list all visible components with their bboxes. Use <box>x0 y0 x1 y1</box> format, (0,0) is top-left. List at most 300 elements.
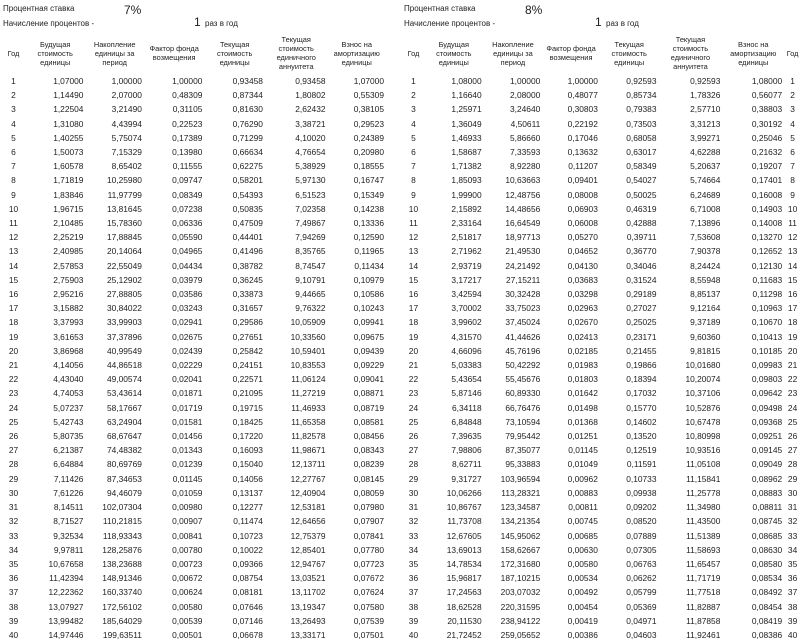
year-cell: 20 <box>787 345 798 356</box>
value-cell: 11,58693 <box>686 544 721 555</box>
value-cell: 0,09675 <box>353 331 384 342</box>
table-row <box>2 415 386 429</box>
value-cell: 74,48382 <box>106 445 142 456</box>
value-cell: 7,39635 <box>451 431 482 442</box>
value-cell: 0,08962 <box>751 473 783 484</box>
value-cell: 0,05590 <box>172 232 203 243</box>
year-cell: 10 <box>8 203 19 214</box>
value-cell: 0,21455 <box>626 345 657 356</box>
value-cell: 11,82887 <box>686 601 721 612</box>
year-cell: 25 <box>8 416 19 427</box>
year-cell: 37 <box>787 587 798 598</box>
value-cell: 0,09642 <box>751 388 783 399</box>
value-cell: 0,58201 <box>232 175 263 186</box>
value-cell: 9,97811 <box>53 544 84 555</box>
value-cell: 12,64656 <box>290 516 326 527</box>
value-cell: 13,11702 <box>291 587 326 598</box>
value-cell: 5,74664 <box>690 175 721 186</box>
year-cell: 28 <box>8 459 19 470</box>
value-cell: 1,83846 <box>53 189 84 200</box>
value-cell: 0,08534 <box>751 573 783 584</box>
year-cell: 15 <box>408 274 419 285</box>
value-cell: 3,61653 <box>53 331 84 342</box>
year-cell: 9 <box>411 189 416 200</box>
year-cell: 26 <box>408 431 419 442</box>
year-cell: 30 <box>787 487 798 498</box>
column-header: Фактор фонда возмещения <box>546 44 596 62</box>
value-cell: 0,12519 <box>626 445 657 456</box>
year-cell: 11 <box>409 218 418 229</box>
value-cell: 0,25046 <box>751 132 783 143</box>
table-row <box>403 514 801 528</box>
value-cell: 2,93719 <box>451 260 482 271</box>
table-row <box>2 88 386 102</box>
year-cell: 16 <box>8 289 19 300</box>
value-cell: 0,22192 <box>567 118 598 129</box>
value-cell: 10,01680 <box>685 360 721 371</box>
value-cell: 10,37106 <box>685 388 721 399</box>
table-row <box>403 145 801 159</box>
value-cell: 0,18394 <box>626 374 657 385</box>
value-cell: 45,76196 <box>505 345 541 356</box>
value-cell: 134,21354 <box>500 516 541 527</box>
accrual-count: 1 <box>595 15 602 29</box>
table-row <box>403 173 801 187</box>
accrual-count: 1 <box>194 15 201 29</box>
value-cell: 0,09145 <box>751 445 783 456</box>
year-cell: 22 <box>408 374 419 385</box>
value-cell: 33,75023 <box>505 303 541 314</box>
value-cell: 0,92593 <box>626 76 657 86</box>
value-cell: 0,13336 <box>353 218 384 229</box>
value-cell: 18,62528 <box>446 601 482 612</box>
value-cell: 0,71299 <box>232 132 263 143</box>
accrual-unit: раз в год <box>606 19 639 28</box>
year-cell: 36 <box>408 573 419 584</box>
value-cell: 0,07780 <box>353 544 384 555</box>
value-cell: 37,45024 <box>505 317 541 328</box>
value-cell: 0,01059 <box>172 487 203 498</box>
value-cell: 8,62711 <box>451 459 482 470</box>
table-body <box>2 74 386 642</box>
value-cell: 33,99903 <box>106 317 142 328</box>
table-body <box>403 74 801 642</box>
value-cell: 0,14903 <box>751 203 783 214</box>
value-cell: 0,05369 <box>626 601 657 612</box>
year-cell: 5 <box>411 132 416 143</box>
value-cell: 0,12130 <box>751 260 783 271</box>
year-cell: 35 <box>8 558 19 569</box>
year-cell: 26 <box>787 431 798 442</box>
table-row <box>403 117 801 131</box>
value-cell: 11,34980 <box>686 502 721 513</box>
table-row <box>2 216 386 230</box>
year-cell: 14 <box>8 260 19 271</box>
value-cell: 2,07000 <box>111 90 142 101</box>
value-cell: 2,75903 <box>53 274 84 285</box>
value-cell: 0,00841 <box>172 530 203 541</box>
value-cell: 0,10723 <box>232 530 263 541</box>
value-cell: 0,81630 <box>232 104 263 115</box>
value-cell: 0,10413 <box>751 331 783 342</box>
value-cell: 1,25971 <box>451 104 482 115</box>
value-cell: 0,07501 <box>353 629 384 640</box>
value-cell: 2,10485 <box>53 218 84 229</box>
value-cell: 0,17032 <box>626 388 657 399</box>
value-cell: 0,04965 <box>172 246 203 257</box>
table-row <box>2 74 386 88</box>
value-cell: 259,05652 <box>500 629 541 640</box>
year-cell: 36 <box>8 573 19 584</box>
value-cell: 0,08386 <box>751 629 783 640</box>
value-cell: 13,33171 <box>290 629 326 640</box>
year-cell: 9 <box>790 189 795 200</box>
value-cell: 0,31524 <box>626 274 657 285</box>
value-cell: 0,01239 <box>172 459 203 470</box>
value-cell: 0,02670 <box>567 317 598 328</box>
table-row <box>2 358 386 372</box>
value-cell: 0,00386 <box>567 629 598 640</box>
value-cell: 16,64549 <box>505 218 541 229</box>
year-cell: 32 <box>408 516 419 527</box>
value-cell: 13,03521 <box>290 573 326 584</box>
value-cell: 1,00000 <box>172 76 203 86</box>
value-cell: 0,09401 <box>567 175 598 186</box>
value-cell: 12,13711 <box>291 459 326 470</box>
value-cell: 9,12164 <box>690 303 721 314</box>
value-cell: 0,13270 <box>751 232 783 243</box>
value-cell: 0,09747 <box>172 175 203 186</box>
value-cell: 0,01049 <box>567 459 598 470</box>
value-cell: 0,03586 <box>172 289 203 300</box>
year-cell: 8 <box>411 175 416 186</box>
year-cell: 15 <box>787 274 798 285</box>
value-cell: 4,66096 <box>451 345 482 356</box>
value-cell: 60,89330 <box>505 388 541 399</box>
value-cell: 0,00811 <box>568 502 598 513</box>
year-cell: 30 <box>8 487 19 498</box>
year-cell: 34 <box>408 544 419 555</box>
year-cell: 17 <box>787 303 798 314</box>
value-cell: 17,24563 <box>446 587 482 598</box>
value-cell: 0,12277 <box>232 502 263 513</box>
table-row <box>403 472 801 486</box>
rate-label: Процентная ставка <box>404 4 476 13</box>
value-cell: 5,86660 <box>509 132 541 143</box>
year-cell: 22 <box>8 374 19 385</box>
value-cell: 1,16640 <box>451 90 482 101</box>
value-cell: 2,62432 <box>295 104 326 115</box>
year-cell: 6 <box>411 147 416 158</box>
value-cell: 3,21490 <box>111 104 142 115</box>
value-cell: 0,07889 <box>626 530 657 541</box>
table-row <box>403 202 801 216</box>
table-row <box>2 145 386 159</box>
value-cell: 0,07841 <box>353 530 384 541</box>
value-cell: 0,01251 <box>567 431 598 442</box>
value-cell: 0,04652 <box>567 246 598 257</box>
value-cell: 0,73503 <box>626 118 657 129</box>
value-cell: 0,06262 <box>626 573 657 584</box>
value-cell: 3,86968 <box>53 345 84 356</box>
year-cell: 27 <box>408 445 419 456</box>
table-row <box>403 628 801 642</box>
value-cell: 3,99602 <box>451 317 482 328</box>
value-cell: 0,08419 <box>751 615 783 626</box>
value-cell: 11,65457 <box>686 558 721 569</box>
value-cell: 0,01456 <box>172 431 203 442</box>
value-cell: 12,40904 <box>290 487 326 498</box>
value-cell: 5,87146 <box>451 388 482 399</box>
value-cell: 10,20074 <box>685 374 721 385</box>
value-cell: 11,46933 <box>291 402 326 413</box>
value-cell: 123,34587 <box>500 502 541 513</box>
value-cell: 0,15349 <box>353 189 384 200</box>
value-cell: 0,79383 <box>626 104 657 115</box>
value-cell: 4,14056 <box>53 360 84 371</box>
year-cell: 13 <box>787 246 798 257</box>
table-row <box>403 457 801 471</box>
year-cell: 10 <box>787 203 798 214</box>
value-cell: 0,11683 <box>752 274 783 285</box>
table-row <box>403 230 801 244</box>
value-cell: 4,50611 <box>510 118 541 129</box>
value-cell: 0,00723 <box>172 558 203 569</box>
value-cell: 0,20980 <box>353 147 384 158</box>
value-cell: 9,10791 <box>295 274 326 285</box>
value-cell: 0,08349 <box>172 189 203 200</box>
table-row <box>2 301 386 315</box>
value-cell: 0,31657 <box>232 303 263 314</box>
value-cell: 11,51389 <box>686 530 721 541</box>
value-cell: 79,95442 <box>505 431 541 442</box>
value-cell: 0,08719 <box>353 402 384 413</box>
table-row <box>403 443 801 457</box>
value-cell: 145,95062 <box>500 530 541 541</box>
value-cell: 0,54027 <box>626 175 657 186</box>
table-row <box>403 358 801 372</box>
year-cell: 38 <box>8 601 19 612</box>
value-cell: 9,60360 <box>690 331 721 342</box>
value-cell: 49,00574 <box>106 374 142 385</box>
value-cell: 0,16008 <box>751 189 783 200</box>
table-row <box>2 600 386 614</box>
value-cell: 158,62667 <box>500 544 541 555</box>
value-cell: 0,22571 <box>232 374 263 385</box>
year-cell: 27 <box>787 445 798 456</box>
value-cell: 8,85137 <box>690 289 721 300</box>
value-cell: 11,42394 <box>49 573 84 584</box>
value-cell: 0,00501 <box>172 629 203 640</box>
value-cell: 0,25025 <box>626 317 657 328</box>
value-cell: 0,09938 <box>626 487 657 498</box>
table-row <box>403 500 801 514</box>
value-cell: 27,88805 <box>106 289 142 300</box>
table-row <box>403 486 801 500</box>
table-row <box>403 372 801 386</box>
value-cell: 12,94767 <box>290 558 326 569</box>
table-row <box>403 259 801 273</box>
table-row <box>2 372 386 386</box>
year-cell: 39 <box>8 615 19 626</box>
year-cell: 6 <box>11 147 16 158</box>
value-cell: 0,06008 <box>567 218 598 229</box>
value-cell: 0,02963 <box>567 303 598 314</box>
value-cell: 7,90378 <box>690 246 721 257</box>
value-cell: 0,10963 <box>751 303 783 314</box>
value-cell: 0,01498 <box>567 402 598 413</box>
value-cell: 6,64884 <box>53 459 84 470</box>
value-cell: 66,76476 <box>505 402 541 413</box>
value-cell: 40,99549 <box>106 345 142 356</box>
year-cell: 19 <box>408 331 419 342</box>
value-cell: 0,00580 <box>567 558 598 569</box>
table-row <box>403 600 801 614</box>
year-cell: 23 <box>787 388 798 399</box>
value-cell: 0,18425 <box>232 416 263 427</box>
value-cell: 0,08145 <box>353 473 384 484</box>
year-cell: 18 <box>8 317 19 328</box>
value-cell: 14,78534 <box>446 558 482 569</box>
value-cell: 0,00745 <box>567 516 598 527</box>
value-cell: 0,30803 <box>567 104 598 115</box>
value-cell: 0,07907 <box>353 516 384 527</box>
year-cell: 20 <box>408 345 419 356</box>
table-row <box>2 330 386 344</box>
value-cell: 14,48656 <box>505 203 541 214</box>
column-header: Взнос на амортизацию единицы <box>730 39 777 67</box>
value-cell: 7,61226 <box>53 487 84 498</box>
value-cell: 3,38721 <box>295 118 326 129</box>
table-row <box>2 202 386 216</box>
year-cell: 2 <box>411 90 416 101</box>
value-cell: 0,25842 <box>232 345 263 356</box>
year-cell: 32 <box>8 516 19 527</box>
value-cell: 3,99271 <box>690 132 721 143</box>
value-cell: 0,11965 <box>354 246 384 257</box>
value-cell: 24,21492 <box>505 260 541 271</box>
value-cell: 0,08239 <box>353 459 384 470</box>
table-row <box>2 131 386 145</box>
value-cell: 8,65402 <box>111 161 142 172</box>
value-cell: 25,12902 <box>106 274 142 285</box>
year-cell: 34 <box>787 544 798 555</box>
value-cell: 11,05108 <box>686 459 721 470</box>
value-cell: 0,00883 <box>567 487 598 498</box>
value-cell: 50,42292 <box>505 360 541 371</box>
value-cell: 12,67605 <box>446 530 482 541</box>
column-header: Взнос на амортизацию единицы <box>333 39 380 67</box>
table-row <box>2 614 386 628</box>
value-cell: 13,81645 <box>106 203 142 214</box>
value-cell: 0,08008 <box>567 189 598 200</box>
value-cell: 10,05909 <box>290 317 326 328</box>
value-cell: 11,27219 <box>291 388 326 399</box>
value-cell: 0,48309 <box>172 90 203 101</box>
value-cell: 37,37896 <box>106 331 142 342</box>
value-cell: 0,47509 <box>232 218 263 229</box>
value-cell: 0,02675 <box>172 331 203 342</box>
value-cell: 2,33164 <box>451 218 482 229</box>
year-cell: 32 <box>787 516 798 527</box>
value-cell: 0,21095 <box>232 388 263 399</box>
value-cell: 1,22504 <box>53 104 84 115</box>
column-header: Будущая стоимость единицы <box>436 39 472 67</box>
rate-value: 7% <box>124 3 142 17</box>
value-cell: 7,33593 <box>509 147 541 158</box>
value-cell: 7,98806 <box>451 445 482 456</box>
value-cell: 0,16747 <box>353 175 384 186</box>
year-cell: 33 <box>8 530 19 541</box>
value-cell: 0,38803 <box>751 104 783 115</box>
value-cell: 5,20637 <box>690 161 721 172</box>
value-cell: 0,42888 <box>626 218 657 229</box>
value-cell: 0,05270 <box>567 232 598 243</box>
year-cell: 28 <box>408 459 419 470</box>
table-row <box>403 415 801 429</box>
value-cell: 44,86518 <box>106 360 142 371</box>
value-cell: 1,46933 <box>451 132 482 143</box>
value-cell: 2,95216 <box>53 289 84 300</box>
table-row <box>2 315 386 329</box>
table-row <box>2 102 386 116</box>
year-cell: 34 <box>8 544 19 555</box>
value-cell: 1,99900 <box>451 189 482 200</box>
table-row <box>2 401 386 415</box>
value-cell: 0,19207 <box>751 161 783 172</box>
value-cell: 9,31727 <box>451 473 482 484</box>
year-cell: 21 <box>408 360 419 371</box>
column-header: Накопление единицы за период <box>492 39 534 67</box>
year-cell: 5 <box>11 132 16 143</box>
value-cell: 0,22523 <box>172 118 203 129</box>
value-cell: 0,38105 <box>353 104 384 115</box>
value-cell: 0,10670 <box>751 317 783 328</box>
value-cell: 0,08630 <box>751 544 783 555</box>
value-cell: 0,29586 <box>232 317 263 328</box>
value-cell: 0,04603 <box>626 629 657 640</box>
value-cell: 0,12652 <box>751 246 783 257</box>
value-cell: 4,74053 <box>53 388 84 399</box>
value-cell: 1,80802 <box>295 90 326 101</box>
value-cell: 0,09229 <box>353 360 384 371</box>
accrual-label: Начисление процентов - <box>3 19 95 28</box>
table-row <box>2 585 386 599</box>
year-cell: 4 <box>411 118 416 129</box>
value-cell: 13,07927 <box>48 601 84 612</box>
value-cell: 0,08811 <box>752 502 783 513</box>
value-cell: 1,31080 <box>53 118 84 129</box>
value-cell: 0,08343 <box>353 445 384 456</box>
value-cell: 0,14008 <box>751 218 783 229</box>
value-cell: 0,02439 <box>172 345 203 356</box>
value-cell: 0,03683 <box>567 274 598 285</box>
value-cell: 238,94122 <box>500 615 541 626</box>
rate-value: 8% <box>525 3 543 17</box>
value-cell: 6,24689 <box>690 189 721 200</box>
value-cell: 7,94269 <box>295 232 326 243</box>
value-cell: 0,15770 <box>626 402 657 413</box>
value-cell: 9,32534 <box>53 530 84 541</box>
value-cell: 0,07539 <box>353 615 384 626</box>
value-cell: 73,10594 <box>505 416 541 427</box>
table-row <box>2 543 386 557</box>
value-cell: 160,33740 <box>102 587 142 598</box>
value-cell: 172,56102 <box>102 601 142 612</box>
value-cell: 2,25219 <box>53 232 84 243</box>
value-cell: 7,11426 <box>53 473 84 484</box>
value-cell: 0,56077 <box>751 90 783 101</box>
